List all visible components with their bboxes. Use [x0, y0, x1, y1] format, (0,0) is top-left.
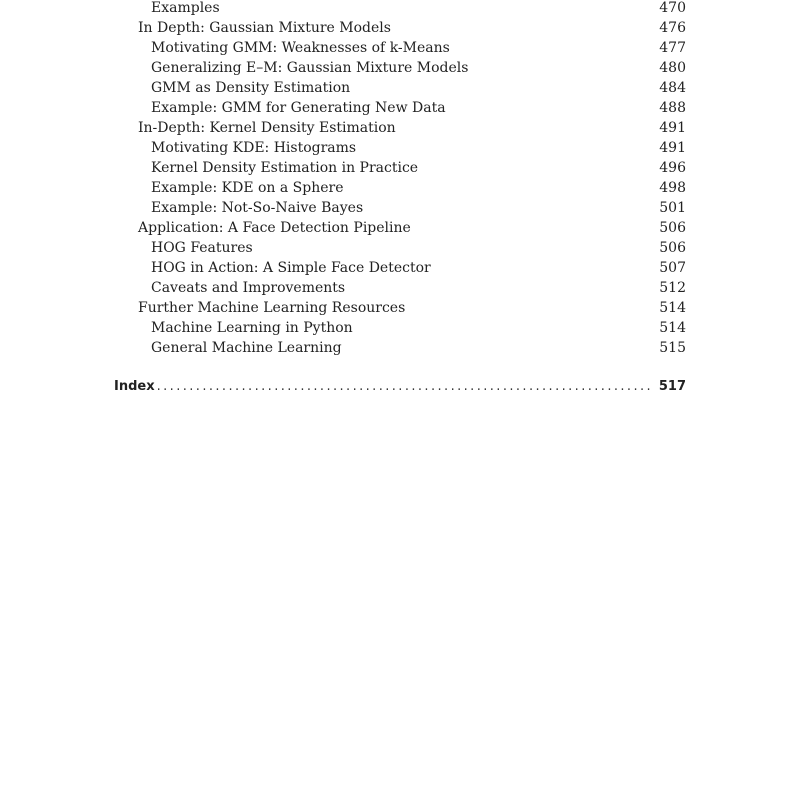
toc-entry-page: 506: [659, 240, 686, 256]
toc-entry-title: Examples: [151, 0, 220, 16]
dot-leader: [157, 377, 653, 397]
toc-section-title: In Depth: Gaussian Mixture Models: [138, 20, 391, 36]
toc-entry-page: 501: [659, 200, 686, 216]
toc-section-title: Application: A Face Detection Pipeline: [138, 220, 411, 236]
toc-entry-title: GMM as Density Estimation: [151, 80, 351, 96]
toc-section-page: 514: [659, 300, 686, 316]
toc-entry-title: General Machine Learning: [151, 340, 342, 356]
toc-entry[interactable]: [151, 138, 686, 158]
toc-entry-page: 512: [659, 280, 686, 296]
toc-entry[interactable]: [151, 258, 686, 278]
toc-entry[interactable]: [151, 78, 686, 98]
toc-section[interactable]: [138, 18, 686, 38]
toc-entry[interactable]: [151, 58, 686, 78]
toc-section-title: Further Machine Learning Resources: [138, 300, 406, 316]
toc-entry-title: Kernel Density Estimation in Practice: [151, 160, 419, 176]
toc-entry[interactable]: [151, 238, 686, 258]
toc-entry-title: Caveats and Improvements: [151, 280, 346, 296]
index-title: Index: [114, 379, 155, 394]
toc-section-page: 476: [659, 20, 686, 36]
toc-index-entry[interactable]: [114, 377, 686, 397]
toc-entry-page: 496: [659, 160, 686, 176]
toc-entry-title: Motivating GMM: Weaknesses of k-Means: [151, 40, 450, 56]
toc-entry[interactable]: [151, 318, 686, 338]
toc-entry-page: 480: [659, 60, 686, 76]
toc-entry[interactable]: [151, 278, 686, 298]
toc-entry-title: Motivating KDE: Histograms: [151, 140, 357, 156]
toc-entry-title: Example: GMM for Generating New Data: [151, 100, 446, 116]
index-page: 517: [658, 379, 686, 394]
toc-entry-page: 470: [659, 0, 686, 16]
toc-entry[interactable]: [151, 158, 686, 178]
toc-entry-title: HOG Features: [151, 240, 253, 256]
toc-entry-title: HOG in Action: A Simple Face Detector: [151, 260, 431, 276]
toc-entry-title: Generalizing E–M: Gaussian Mixture Models: [151, 60, 469, 76]
toc-entry[interactable]: [151, 38, 686, 58]
toc-section-page: 506: [659, 220, 686, 236]
toc-entry[interactable]: [151, 0, 686, 18]
toc-entry-page: 477: [659, 40, 686, 56]
toc-section-title: In-Depth: Kernel Density Estimation: [138, 120, 396, 136]
toc-entry-page: 484: [659, 80, 686, 96]
toc-entry[interactable]: [151, 178, 686, 198]
toc-entry[interactable]: [151, 198, 686, 218]
toc-entry-page: 514: [659, 320, 686, 336]
toc-section[interactable]: [138, 118, 686, 138]
toc-entry-title: Machine Learning in Python: [151, 320, 353, 336]
toc-entry[interactable]: [151, 98, 686, 118]
toc-section[interactable]: [138, 298, 686, 318]
toc-entry-title: Example: Not-So-Naive Bayes: [151, 200, 364, 216]
toc-section[interactable]: [138, 218, 686, 238]
toc-entry-page: 498: [659, 180, 686, 196]
toc-entry[interactable]: [151, 338, 686, 358]
toc-entry-page: 491: [659, 140, 686, 156]
toc-section-page: 491: [659, 120, 686, 136]
toc-entry-page: 515: [659, 340, 686, 356]
toc-entry-title: Example: KDE on a Sphere: [151, 180, 344, 196]
toc-entry-page: 488: [659, 100, 686, 116]
toc-entry-page: 507: [659, 260, 686, 276]
